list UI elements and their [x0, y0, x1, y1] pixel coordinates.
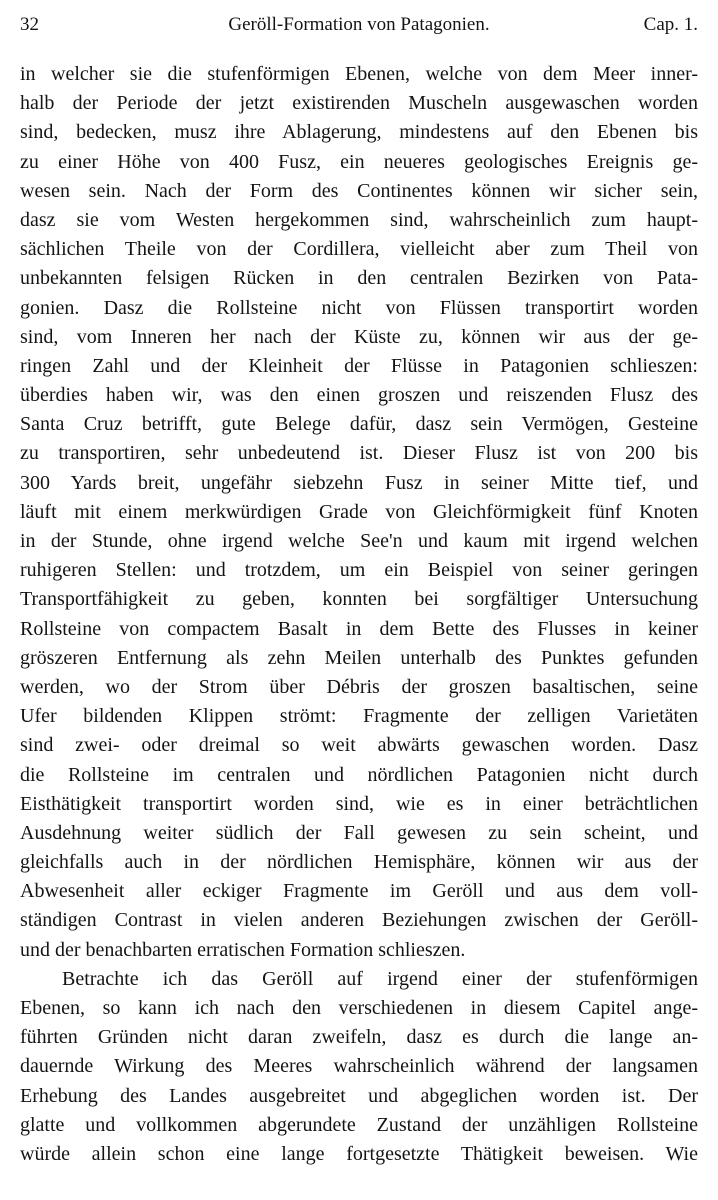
text-line: sächlichen Theile von der Cordillera, vielleicht aber zum Theil von: [20, 238, 698, 261]
text-line: Erhebung des Landes ausgebreitet und abgeglichen worden ist. Der: [20, 1084, 698, 1107]
text-line: Betrachte ich das Geröll auf irgend einer der stufenförmigen: [62, 967, 698, 990]
text-line: Rollsteine von compactem Basalt in dem Bette des Flusses in keiner: [20, 617, 698, 640]
text-line: sind zwei- oder dreimal so weit abwärts gewaschen worden. Dasz: [20, 734, 698, 757]
text-line: ständigen Contrast in vielen anderen Beziehungen zwischen der Geröll-: [20, 909, 698, 932]
text-line: in welcher sie die stufenförmigen Ebenen, welche von dem Meer inner-: [20, 63, 698, 85]
text-line: gonien. Dasz die Rollsteine nicht von Flüssen transportirt worden: [20, 296, 698, 319]
text-line: ruhigeren Stellen: und trotzdem, um ein Beispiel von seiner geringen: [20, 559, 698, 582]
text-line: und der benachbarten erratischen Formation schlieszen.: [20, 938, 466, 961]
text-line: wesen sein. Nach der Form des Continentes können wir sicher sein,: [20, 179, 698, 202]
text-line: Eisthätigkeit transportirt worden sind, wie es in einer beträchtlichen: [20, 792, 698, 815]
page-number: 32: [20, 14, 39, 35]
text-line: dauernde Wirkung des Meeres wahrscheinlich während der langsamen: [20, 1055, 698, 1078]
text-line: die Rollsteine im centralen und nördlichen Patagonien nicht durch: [20, 763, 698, 786]
text-line: Transportfähigkeit zu geben, konnten bei sorgfältiger Untersuchung: [20, 588, 698, 611]
page-header: [20, 14, 698, 48]
text-line: Ebenen, so kann ich nach den verschiedenen in diesem Capitel ange-: [20, 997, 698, 1019]
text-line: gröszeren Entfernung als zehn Meilen unterhalb des Punktes gefunden: [20, 646, 698, 669]
text-line: gleichfalls auch in der nördlichen Hemisphäre, können wir aus der: [20, 851, 698, 874]
chapter-label: Cap. 1.: [643, 14, 698, 35]
running-title: Geröll-Formation von Patagonien.: [228, 14, 490, 35]
text-line: läuft mit einem merkwürdigen Grade von Gleichförmigkeit fünf Knoten: [20, 500, 698, 523]
text-line: unbekannten felsigen Rücken in den centralen Bezirken von Pata-: [20, 267, 698, 290]
text-line: Ufer bildenden Klippen strömt: Fragmente der zelligen Varietäten: [20, 705, 698, 728]
paragraph-2: [20, 965, 698, 1169]
text-line: zu einer Höhe von 400 Fusz, ein neueres geologisches Ereignis ge-: [20, 150, 698, 173]
text-line: zu transportiren, sehr unbedeutend ist. Dieser Flusz ist von 200 bis: [20, 442, 698, 465]
text-line: Ausdehnung weiter südlich der Fall gewesen zu sein scheint, und: [20, 821, 698, 844]
text-line: Santa Cruz betrifft, gute Belege dafür, dasz sein Vermögen, Gesteine: [20, 413, 698, 436]
text-line: würde allein schon eine lange fortgesetzte Thätigkeit beweisen. Wie: [20, 1142, 698, 1165]
text-line: 300 Yards breit, ungefähr siebzehn Fusz in seiner Mitte tief, und: [20, 471, 698, 494]
text-line: werden, wo der Strom über Débris der groszen basaltischen, seine: [20, 675, 698, 698]
text-line: dasz sie vom Westen hergekommen sind, wahrscheinlich zum haupt-: [20, 208, 698, 231]
text-line: sind, bedecken, musz ihre Ablagerung, mindestens auf den Ebenen bis: [20, 121, 698, 144]
text-line: überdies haben wir, was den einen groszen und reiszenden Flusz des: [20, 384, 698, 407]
paragraph-1: [20, 60, 698, 965]
text-line: führten Gründen nicht daran zweifeln, dasz es durch die lange an-: [20, 1026, 698, 1049]
text-line: glatte und vollkommen abgerundete Zustand der unzähligen Rollsteine: [20, 1113, 698, 1136]
text-line: ringen Zahl und der Kleinheit der Flüsse in Patagonien schlieszen:: [20, 354, 698, 377]
text-line: halb der Periode der jetzt existirenden Muscheln ausgewaschen worden: [20, 92, 698, 115]
text-line: sind, vom Inneren her nach der Küste zu, können wir aus der ge-: [20, 325, 698, 348]
text-line: in der Stunde, ohne irgend welche See'n und kaum mit irgend welchen: [20, 530, 698, 552]
body-text: [20, 60, 698, 1169]
text-line: Abwesenheit aller eckiger Fragmente im Geröll und aus dem voll-: [20, 880, 698, 903]
